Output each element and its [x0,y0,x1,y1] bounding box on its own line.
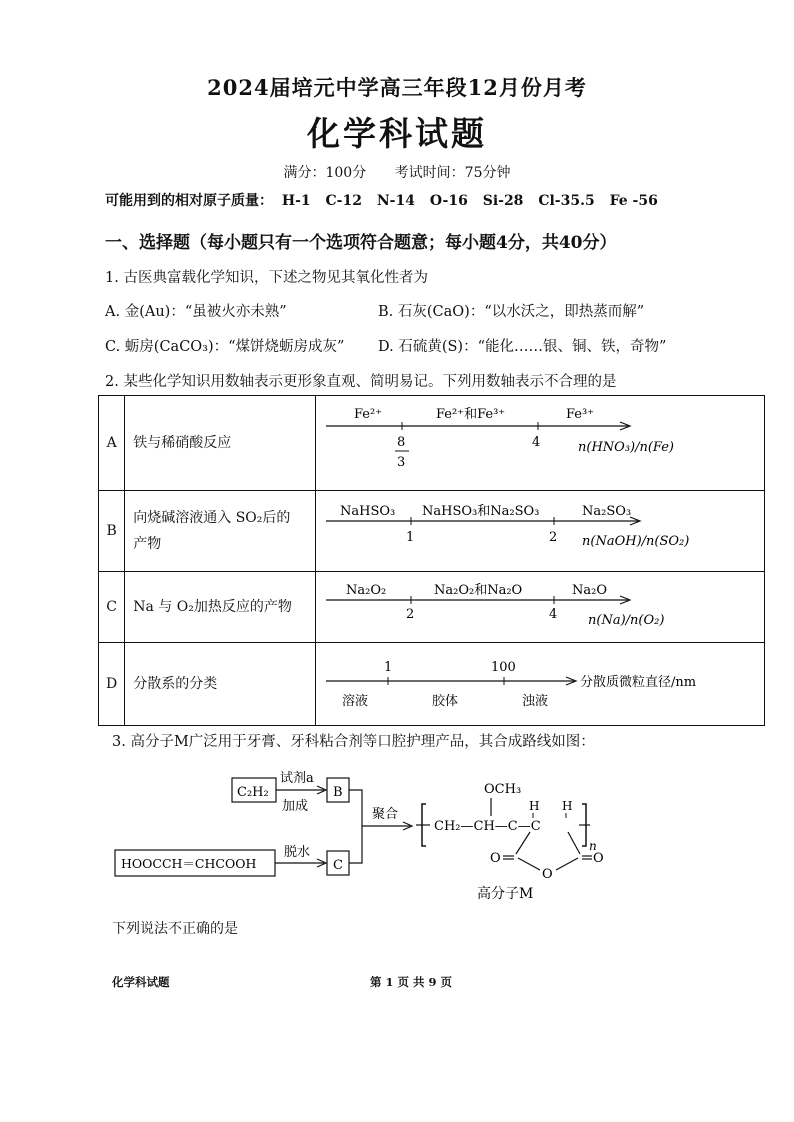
exam-meta [0,162,794,182]
mass-item: C-12 [325,193,362,209]
region-label: Fe²⁺ [354,407,383,422]
q1-option-c: C. 蛎房(CaCO₃)：“煤饼烧蛎房成灰” [105,339,345,355]
number-axis-a [316,396,765,491]
exam-title: 2024届培元中学高三年段12月份月考 [207,75,587,100]
q1-option-b: B. 石灰(CaO)：“以水沃之，即热蒸而解” [378,304,645,320]
axis-label: n(Na)/n(O₂) [588,613,665,628]
row-desc: Na 与 O₂加热反应的产物 [125,572,316,643]
page-number: 第 1 页 共 9 页 [370,975,453,989]
product-label: 高分子M [477,886,534,902]
number-axis-b-svg [316,491,764,567]
exam-time: 考试时间：75分钟 [394,165,511,181]
mass-item: Fe -56 [609,193,658,209]
tick-label-fraction [395,435,409,470]
tick-label: 100 [491,660,516,675]
region-label: NaHSO₃ [340,504,396,519]
mass-item: H-1 [281,193,311,209]
region-label: 浊液 [522,694,549,709]
number-axis-c-svg [316,572,764,638]
ring-oxygen: O [542,867,553,882]
table-row [99,491,765,572]
methoxy-group: OCH₃ [484,782,522,797]
row-desc [125,491,316,572]
repeat-n: n [589,839,597,853]
hydrogen-atom: H [562,799,573,813]
region-label: Na₂O₂和Na₂O [434,583,523,598]
fraction-numerator: 8 [397,435,406,450]
chain-text: CH₂—CH—C—C [434,819,541,834]
region-label: 溶液 [342,694,369,709]
row-desc: 分散系的分类 [125,643,316,726]
table-row [99,572,765,643]
atomic-masses [105,190,668,210]
q2-table [98,395,765,726]
intermediate-c: C [333,858,343,873]
q1-stem: 1. 古医典富载化学知识，下述之物见其氧化性者为 [105,270,428,286]
q1-option-d: D. 石硫黄(S)：“能化……银、铜、铁，奇物” [378,339,667,355]
intermediate-b: B [333,785,343,800]
mass-item: Si-28 [482,193,524,209]
q1-option-a: A. 金(Au)：“虽被火亦未熟” [105,304,287,320]
synthesis-scheme [100,758,660,908]
row-label: B [99,491,125,572]
q3-stem: 3. 高分子M广泛用于牙膏、牙科粘合剂等口腔护理产品，其合成路线如图： [112,734,595,750]
region-label: Na₂SO₃ [582,504,632,519]
number-axis-d-svg [316,643,764,721]
section-title: 一、选择题（每小题只有一个选项符合题意；每小题4分，共40分） [105,233,617,253]
hydrogen-atom: H [529,799,540,813]
footer-subject: 化学科试题 [112,975,170,989]
reagent-label: 试剂a [280,771,314,786]
row-label: A [99,396,125,491]
carbonyl-oxygen: O [593,851,604,866]
polymer-m-structure [416,782,604,882]
region-label: Na₂O₂ [346,583,387,598]
table-row [99,396,765,491]
mass-item: Cl-35.5 [538,193,595,209]
ring-bond [516,832,530,854]
q2-stem: 2. 某些化学知识用数轴表示更形象直观、简明易记。下列用数轴表示不合理的是 [105,374,617,390]
axis-label: n(NaOH)/n(SO₂) [582,534,690,549]
start-compound-2: HOOCCH＝CHCOOH [121,856,257,871]
carbonyl-oxygen: O [490,851,501,866]
start-compound-1: C₂H₂ [237,785,269,800]
row-label: C [99,572,125,643]
axis-label: n(HNO₃)/n(Fe) [578,440,674,455]
atomic-masses-label: 可能用到的相对原子质量： [105,193,273,209]
number-axis-b [316,491,765,572]
mass-item: O-16 [429,193,468,209]
table-row [99,643,765,726]
tick-label: 2 [406,607,415,622]
region-label: Fe³⁺ [566,407,595,422]
tick-label: 1 [384,660,393,675]
region-label: Na₂O [572,583,607,598]
tick-label: 4 [549,607,558,622]
row-desc-line: 产物 [133,536,162,552]
axis-label: 分散质微粒直径/nm [580,675,697,690]
q3-followup: 下列说法不正确的是 [112,921,238,937]
ring-bond [518,858,540,870]
region-label: 胶体 [432,694,459,709]
polymerize-label: 聚合 [372,807,399,822]
region-label: NaHSO₃和Na₂SO₃ [422,504,540,519]
subject-title: 化学科试题 [307,114,487,153]
row-desc-line: 向烧碱溶液通入 SO₂后的 [133,510,291,526]
ring-bond [568,832,580,854]
dehydration-label: 脱水 [284,845,311,860]
full-score: 满分：100分 [283,165,367,181]
number-axis-c [316,572,765,643]
number-axis-a-svg [316,396,764,486]
fraction-denominator: 3 [397,455,406,470]
mass-item: N-14 [376,193,415,209]
ring-bond [556,858,578,870]
number-axis-d [316,643,765,726]
tick-label: 1 [406,530,415,545]
row-desc: 铁与稀硝酸反应 [125,396,316,491]
row-label: D [99,643,125,726]
tick-label: 4 [532,435,541,450]
region-label: Fe²⁺和Fe³⁺ [436,407,506,422]
reaction-type-label: 加成 [282,799,309,814]
tick-label: 2 [549,530,558,545]
merge-bracket [349,790,362,863]
